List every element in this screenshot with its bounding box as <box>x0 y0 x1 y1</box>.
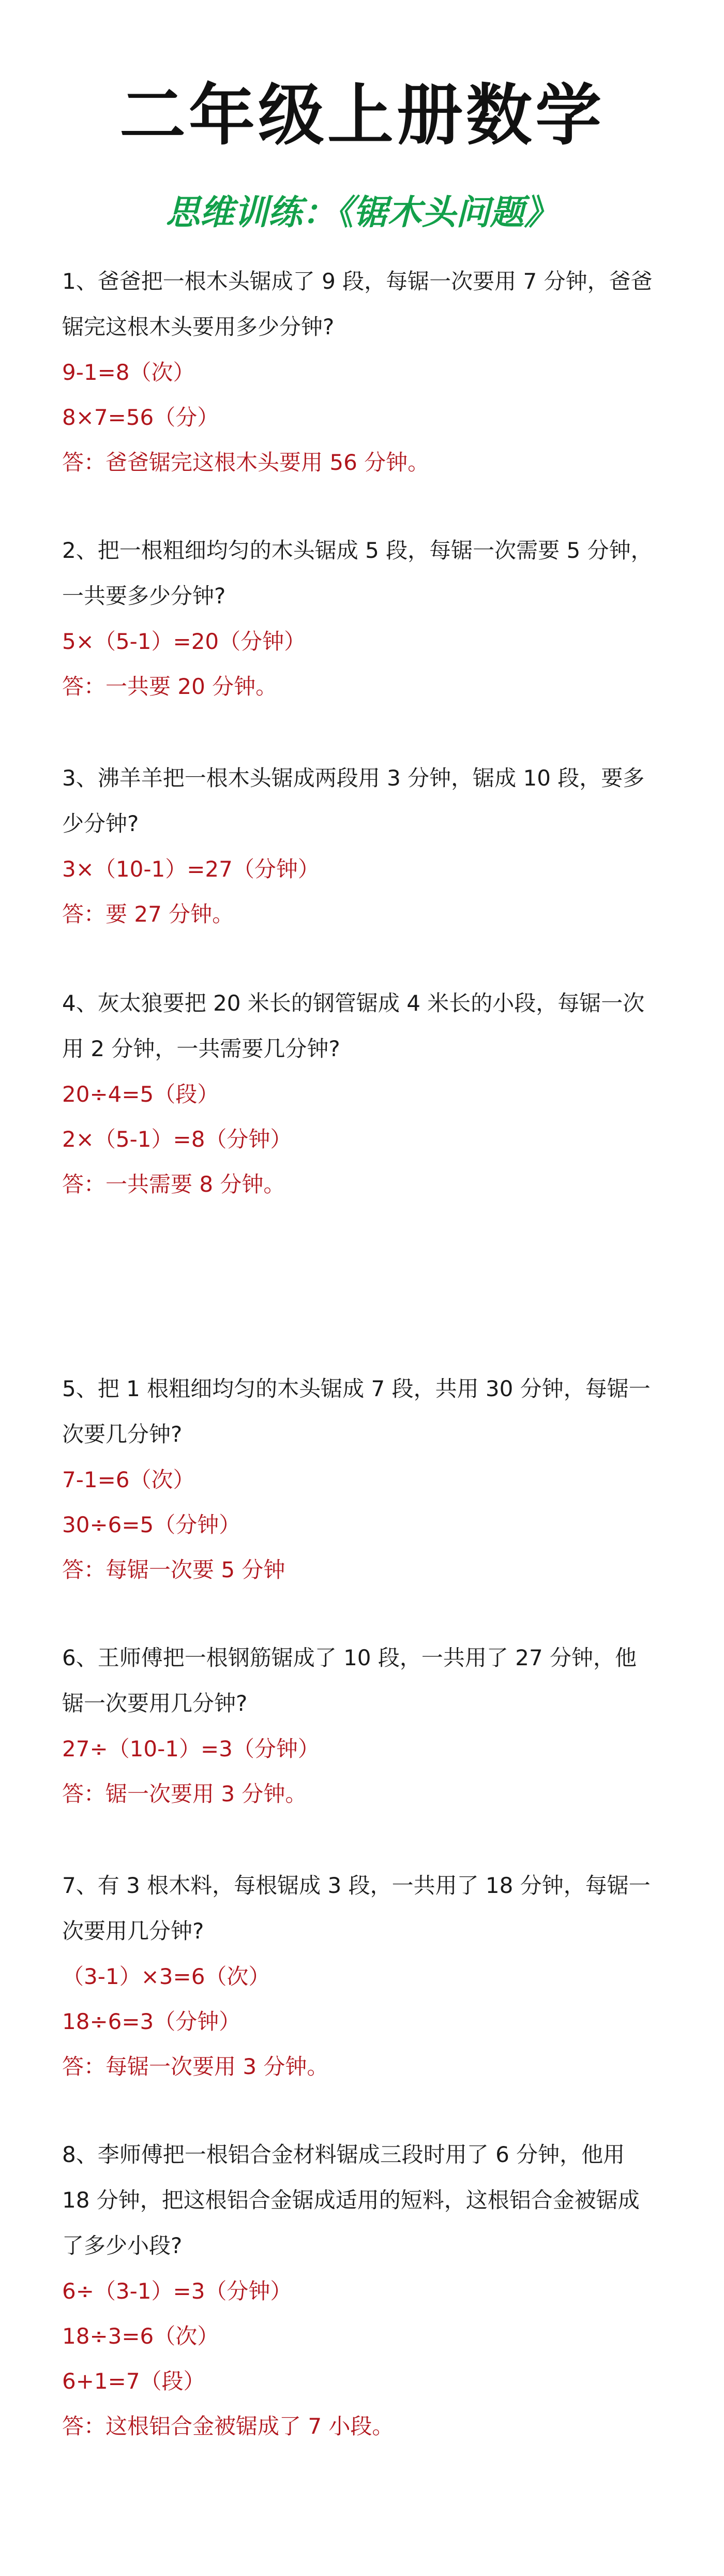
problem-7 <box>62 1863 672 2089</box>
page-title: 二年级上册数学 <box>119 77 605 154</box>
page-subtitle: 思维训练：《锯木头问题》 <box>165 193 559 232</box>
problem-6 <box>62 1635 672 1816</box>
question-line: 7、有 3 根木料，每根锯成 3 段，一共用了 18 分钟，每锯一 <box>62 1873 651 1898</box>
answer-line: 5×（5-1）=20（分钟） <box>62 629 306 654</box>
question-line: 2、把一根粗细均匀的木头锯成 5 段，每锯一次需要 5 分钟， <box>62 538 653 563</box>
question-line: 用 2 分钟，一共需要几分钟? <box>62 1036 340 1061</box>
question-line: 少分钟? <box>62 811 139 836</box>
question-line: 4、灰太狼要把 20 米长的钢管锯成 4 米长的小段，每锯一次 <box>62 990 645 1016</box>
answer-line: 答：每锯一次要用 3 分钟。 <box>62 2054 329 2079</box>
question-line: 8、李师傅把一根铝合金材料锯成三段时用了 6 分钟，他用 <box>62 2142 625 2167</box>
problem-5 <box>62 1366 672 1592</box>
answer-line: 9-1=8（次） <box>62 360 195 385</box>
question-line: 3、沸羊羊把一根木头锯成两段用 3 分钟，锯成 10 段，要多 <box>62 765 645 791</box>
problem-8 <box>62 2132 672 2449</box>
answer-line: 27÷（10-1）=3（分钟） <box>62 1736 320 1761</box>
question-line: 锯完这根木头要用多少分钟? <box>62 314 335 339</box>
question-line: 1、爸爸把一根木头锯成了 9 段，每锯一次要用 7 分钟，爸爸 <box>62 269 653 294</box>
problem-1 <box>62 259 672 485</box>
answer-line: 6+1=7（段） <box>62 2368 205 2394</box>
answer-line: （3-1）×3=6（次） <box>62 1964 270 1989</box>
answer-line: 2×（5-1）=8（分钟） <box>62 1127 292 1152</box>
answer-line: 答：一共要 20 分钟。 <box>62 674 278 699</box>
problem-4 <box>62 981 672 1207</box>
problem-2 <box>62 528 672 709</box>
answer-line: 18÷6=3（分钟） <box>62 2009 241 2034</box>
answer-line: 答：爸爸锯完这根木头要用 56 分钟。 <box>62 450 430 475</box>
answer-line: 答：一共需要 8 分钟。 <box>62 1172 285 1197</box>
question-line: 次要几分钟? <box>62 1422 183 1447</box>
question-line: 6、王师傅把一根钢筋锯成了 10 段，一共用了 27 分钟，他 <box>62 1645 637 1670</box>
question-line: 5、把 1 根粗细均匀的木头锯成 7 段，共用 30 分钟，每锯一 <box>62 1376 651 1401</box>
answer-line: 答：这根铝合金被锯成了 7 小段。 <box>62 2414 394 2439</box>
question-line: 18 分钟，把这根铝合金锯成适用的短料，这根铝合金被锯成 <box>62 2187 640 2213</box>
answer-line: 6÷（3-1）=3（分钟） <box>62 2278 292 2304</box>
answer-line: 答：每锯一次要 5 分钟 <box>62 1557 285 1582</box>
answer-line: 8×7=56（分） <box>62 405 219 430</box>
problem-3 <box>62 756 672 937</box>
answer-line: 答：锯一次要用 3 分钟。 <box>62 1781 307 1807</box>
answer-line: 30÷6=5（分钟） <box>62 1512 241 1537</box>
question-line: 一共要多少分钟? <box>62 583 226 609</box>
answer-line: 3×（10-1）=27（分钟） <box>62 856 320 882</box>
question-line: 次要用几分钟? <box>62 1918 204 1944</box>
answer-line: 7-1=6（次） <box>62 1467 195 1492</box>
answer-line: 答：要 27 分钟。 <box>62 901 234 927</box>
answer-line: 20÷4=5（段） <box>62 1082 219 1107</box>
answer-line: 18÷3=6（次） <box>62 2323 219 2349</box>
question-line: 了多少小段? <box>62 2233 183 2258</box>
question-line: 锯一次要用几分钟? <box>62 1691 248 1716</box>
